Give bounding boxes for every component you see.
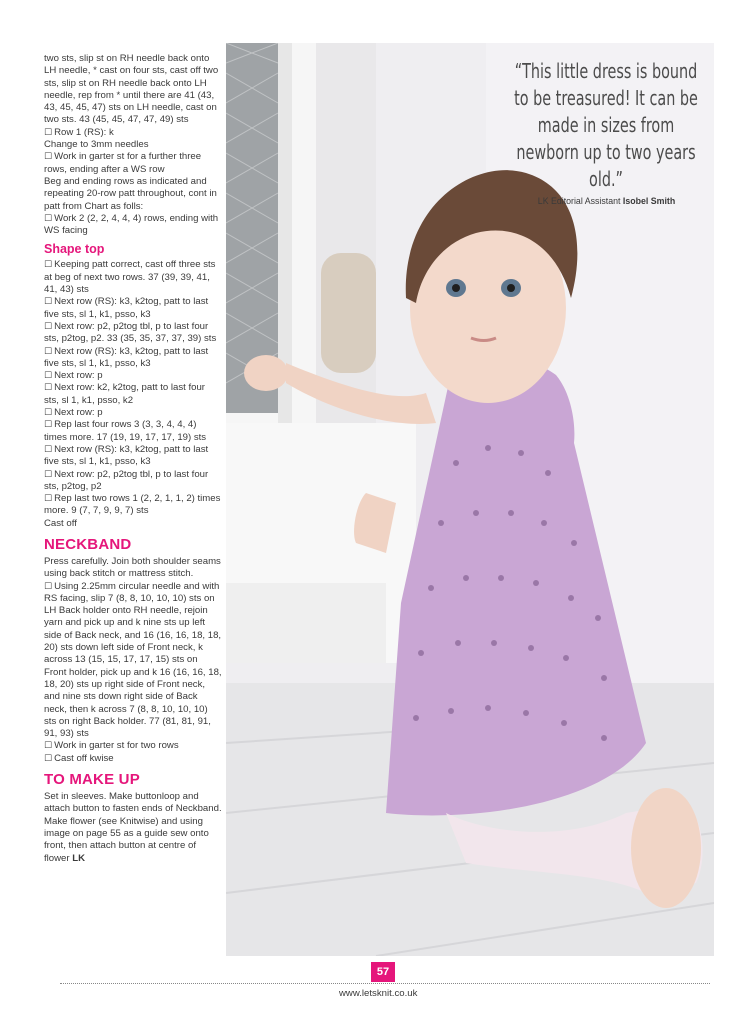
pattern-step: ☐ Next row (RS): k3, k2tog, patt to last five sts, sl 1, k1, psso, k3 [44, 444, 222, 469]
pattern-text: Change to 3mm needles [44, 139, 149, 151]
page-number: 57 [371, 962, 395, 982]
pattern-step: ☐ Next row: p [44, 370, 222, 382]
make-up-text: Set in sleeves. Make buttonloop and attach button to fasten ends of Neckband. Make flower (see Knitwise) and using image on page 55 as a guide sew onto front, then attach button at centre of flower [44, 791, 222, 864]
pull-quote [510, 58, 703, 206]
credit-prefix: LK Editorial Assistant [537, 196, 621, 206]
pattern-step: ☐ Work in garter st for a further three rows, ending after a WS row [44, 151, 222, 176]
shape-top-heading: Shape top [44, 242, 105, 257]
footer-divider [60, 983, 710, 984]
pattern-step: ☐ Next row: p2, p2tog tbl, p to last four sts, p2tog, p2. 33 (35, 35, 37, 37, 39) sts [44, 321, 222, 346]
pattern-step: ☐ Next row: p2, p2tog tbl, p to last four sts, p2tog, p2 [44, 469, 222, 494]
pattern-text: two sts, slip st on RH needle back onto LH needle, * cast on four sts, cast off two sts, slip st on RH needle back onto LH needle, rep from * until there are 41 (43, 43, 45, 45, 47) sts on LH needle, cast on two sts. 43 (45, 45, 47, 47, 49) sts [44, 53, 219, 126]
pattern-text [44, 791, 222, 865]
pattern-step: ☐ Rep last two rows 1 (2, 2, 1, 1, 2) times more. 9 (7, 7, 9, 9, 7) sts [44, 493, 222, 518]
website-link[interactable]: www.letsknit.co.uk [339, 988, 418, 999]
quote-credit [510, 196, 703, 206]
pattern-step: ☐ Work 2 (2, 2, 4, 4, 4) rows, ending with WS facing [44, 213, 222, 238]
pattern-step: ☐ Row 1 (RS): k [44, 127, 222, 139]
pattern-step: ☐ Cast off kwise [44, 753, 222, 765]
pattern-step: ☐ Next row (RS): k3, k2tog, patt to last five sts, sl 1, k1, psso, k3 [44, 296, 222, 321]
pattern-text: Press carefully. Join both shoulder seams using back stitch or mattress stitch. [44, 555, 221, 580]
make-up-heading: TO MAKE UP [44, 771, 140, 789]
pull-quote-text: “This little dress is bound to be treasured! It can be made in sizes from newborn up to two years old.” [514, 59, 698, 191]
pattern-text: Cast off [44, 517, 77, 529]
pattern-step: ☐ Work in garter st for two rows [44, 740, 222, 752]
pattern-step: ☐ Next row (RS): k3, k2tog, patt to last five sts, sl 1, k1, psso, k3 [44, 346, 222, 371]
pattern-step: ☐ Rep last four rows 3 (3, 3, 4, 4, 4) times more. 17 (19, 19, 17, 17, 19) sts [44, 419, 222, 444]
lk-signoff: LK [72, 852, 86, 864]
credit-name: Isobel Smith [622, 196, 676, 206]
pattern-step: ☐ Next row: p [44, 407, 222, 419]
pattern-step: ☐ Using 2.25mm circular needle and with RS facing, slip 7 (8, 8, 10, 10, 10) sts on LH Back holder onto RH needle, rejoin yarn and pick up and k nine sts up left side of Back neck, and 16 (16, 16, 18, 18, 20) sts down left side of Front neck, k across 13 (15, 15, 17, 17, 15) sts on Front holder, pick up and k 16 (16, 16, 18, 18, 20) sts up right side of Front neck, and nine sts down right side of Back neck, then k across 7 (8, 8, 10, 10, 10) sts on right Back holder. 77 (81, 81, 91, 91, 93) sts [44, 581, 222, 741]
neckband-heading: NECKBAND [44, 535, 132, 553]
pattern-step: ☐ Keeping patt correct, cast off three sts at beg of next two rows. 37 (39, 39, 41, 41, 43) sts [44, 259, 222, 296]
pattern-step: ☐ Next row: k2, k2tog, patt to last four sts, sl 1, k1, psso, k2 [44, 382, 222, 407]
pattern-text: Beg and ending rows as indicated and repeating 20-row patt throughout, cont in patt from Chart as folls: [44, 175, 217, 212]
pattern-column [44, 53, 222, 865]
